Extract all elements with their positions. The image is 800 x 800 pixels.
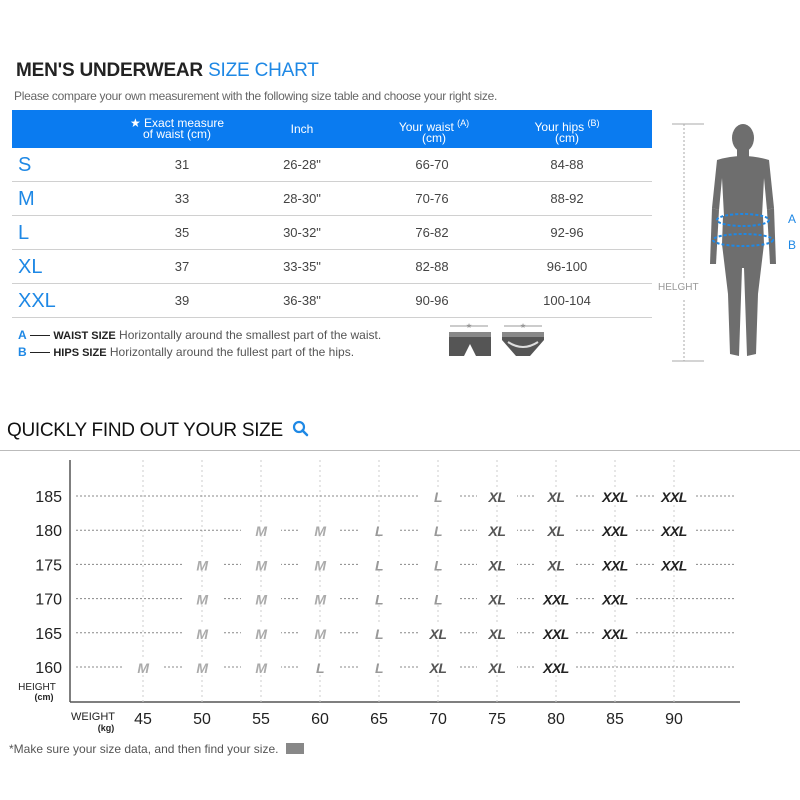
size-chart-title <box>16 60 319 82</box>
size-cell-xl: XL <box>547 557 565 574</box>
header-your-hips-unit: (cm) <box>555 131 579 145</box>
size-cell-xxl: XXL <box>661 489 687 505</box>
size-cell-xxl: XXL <box>602 557 628 574</box>
size-label: S <box>18 154 32 176</box>
human-silhouette-icon <box>670 118 800 368</box>
size-row <box>12 148 652 182</box>
size-cell-l: L <box>374 557 384 574</box>
legend-b-line <box>30 352 50 353</box>
size-label: XXL <box>18 290 56 312</box>
size-cell-xl: XL <box>547 489 565 505</box>
size-cell-xxl: XXL <box>661 557 687 574</box>
size-cell-m: M <box>314 523 326 540</box>
size-cell-xl: XL <box>547 523 565 540</box>
title-black: MEN'S UNDERWEAR <box>16 60 203 81</box>
x-tick-label: 50 <box>193 711 211 728</box>
y-axis-unit: (cm) <box>34 692 54 702</box>
size-label: L <box>18 222 30 244</box>
y-tick-label: 185 <box>35 489 62 506</box>
size-label: M <box>18 188 35 210</box>
search-icon[interactable] <box>292 420 310 438</box>
size-cell-xxl: XXL <box>602 625 628 642</box>
y-tick-label: 160 <box>35 660 62 677</box>
x-tick-label: 90 <box>665 711 683 728</box>
size-cell-l: L <box>315 660 325 676</box>
size-cell-your-waist: 76-82 <box>415 225 449 240</box>
x-tick-label: 60 <box>311 711 329 728</box>
size-label: XL <box>18 256 43 278</box>
size-cell-waist: 35 <box>174 225 190 240</box>
header-waist <box>112 118 242 140</box>
legend-a-text: Horizontally around the smallest part of the waist. <box>119 328 382 342</box>
size-cell-your-hips: 96-100 <box>546 259 588 274</box>
legend-waist <box>18 328 381 342</box>
x-tick-label: 55 <box>252 711 270 728</box>
size-cell-xl: XL <box>488 557 506 574</box>
x-axis-title: WEIGHT <box>71 711 115 723</box>
header-your-waist-label: Your waist <box>398 120 454 134</box>
x-axis-unit: (kg) <box>97 723 115 733</box>
x-tick-label: 45 <box>134 711 152 728</box>
header-your-hips-label: Your hips <box>534 120 585 134</box>
size-cell-m: M <box>196 557 208 574</box>
size-cell-m: M <box>255 523 267 540</box>
size-cell-l: L <box>433 557 443 574</box>
legend-a-letter: A <box>18 328 27 342</box>
header-inch: Inch <box>290 122 314 136</box>
x-tick-label: 75 <box>488 711 506 728</box>
size-cell-xxl: XXL <box>602 591 628 608</box>
figure-label-a: A <box>788 212 797 226</box>
title-blue: SIZE CHART <box>208 60 319 81</box>
size-cell-your-waist: 82-88 <box>415 259 449 274</box>
size-finder-grid <box>0 452 800 742</box>
size-cell-xl: XL <box>488 660 506 676</box>
size-cell-xl: XL <box>429 660 447 676</box>
figure-label-b: B <box>788 238 797 252</box>
legend-b-text: Horizontally around the fullest part of the hips. <box>109 345 355 359</box>
svg-text:★: ★ <box>465 323 473 330</box>
size-cell-xxl: XXL <box>543 591 569 608</box>
figure-height-label: HELGHT <box>658 282 699 293</box>
header-your-waist <box>374 118 494 144</box>
size-cell-your-waist: 66-70 <box>415 157 449 172</box>
size-row <box>12 182 652 216</box>
size-cell-inch: 36-38" <box>283 293 321 308</box>
size-cell-l: L <box>433 489 443 505</box>
size-cell-l: L <box>433 591 443 608</box>
size-cell-xl: XL <box>488 591 506 608</box>
size-cell-m: M <box>314 591 326 608</box>
size-table-body <box>12 148 652 318</box>
boxer-brief-icon <box>449 322 491 356</box>
legend-b-label: HIPS SIZE <box>53 347 107 359</box>
size-cell-waist: 37 <box>174 259 190 274</box>
size-cell-m: M <box>196 660 208 676</box>
size-cell-inch: 33-35" <box>283 259 321 274</box>
size-chart-subtitle: Please compare your own measurement with the following size table and choose your right size. <box>14 89 498 103</box>
size-cell-xxl: XXL <box>602 523 628 540</box>
size-cell-your-hips: 100-104 <box>543 293 591 308</box>
legend-hips <box>18 345 354 359</box>
section-divider <box>0 450 800 451</box>
size-cell-inch: 28-30" <box>283 191 321 206</box>
header-waist-line1: ★ Exact measure <box>129 116 225 130</box>
header-your-hips <box>512 118 622 144</box>
size-cell-m: M <box>255 557 267 574</box>
size-cell-xxl: XXL <box>602 489 628 505</box>
y-tick-label: 180 <box>35 523 62 541</box>
size-cell-m: M <box>314 625 326 642</box>
size-cell-l: L <box>374 523 384 540</box>
size-cell-l: L <box>374 625 384 642</box>
size-cell-m: M <box>255 660 267 676</box>
size-cell-xl: XL <box>488 523 506 540</box>
size-cell-waist: 33 <box>174 191 190 206</box>
brief-icon <box>502 322 544 356</box>
size-cell-inch: 30-32" <box>283 225 321 240</box>
size-cell-inch: 26-28" <box>283 157 321 172</box>
y-tick-label: 170 <box>35 591 62 609</box>
y-tick-label: 175 <box>35 557 62 575</box>
x-tick-label: 80 <box>547 711 565 728</box>
body-measurement-figure <box>658 118 800 368</box>
underwear-icons <box>446 320 556 362</box>
size-cell-waist: 39 <box>174 293 190 308</box>
size-cell-l: L <box>433 523 443 540</box>
size-table <box>12 110 652 318</box>
legend-b-letter: B <box>18 345 27 359</box>
header-your-hips-tag: (B) <box>587 118 600 128</box>
size-cell-m: M <box>255 591 267 608</box>
size-cell-l: L <box>374 660 384 676</box>
size-row <box>12 216 652 250</box>
svg-text:★: ★ <box>519 323 527 330</box>
size-cell-your-hips: 84-88 <box>550 157 584 172</box>
y-tick-label: 165 <box>35 625 62 643</box>
finder-title <box>7 420 310 442</box>
size-cell-m: M <box>196 591 208 608</box>
y-axis-title: HEIGHT <box>18 682 56 693</box>
size-cell-xl: XL <box>488 489 506 505</box>
x-tick-label: 70 <box>429 711 447 728</box>
size-cell-waist: 31 <box>174 157 190 172</box>
finder-footnote <box>9 742 304 756</box>
size-cell-xxl: XXL <box>661 523 687 540</box>
size-cell-xl: XL <box>488 625 506 642</box>
size-cell-your-waist: 90-96 <box>415 293 449 308</box>
legend-a-label: WAIST SIZE <box>53 330 116 342</box>
size-cell-your-hips: 88-92 <box>550 191 584 206</box>
size-table-header <box>12 110 652 148</box>
header-waist-line2: of waist (cm) <box>142 127 211 141</box>
header-your-waist-tag: (A) <box>457 118 470 128</box>
footnote-text: *Make sure your size data, and then find your size. <box>9 742 279 756</box>
size-cell-l: L <box>374 591 384 608</box>
x-tick-label: 85 <box>606 711 624 728</box>
size-cell-xxl: XXL <box>543 625 569 642</box>
header-your-waist-unit: (cm) <box>422 131 446 145</box>
size-cell-xxl: XXL <box>543 660 569 676</box>
size-cell-m: M <box>196 625 208 642</box>
finder-title-text: QUICKLY FIND OUT YOUR SIZE <box>7 420 283 441</box>
legend-a-line <box>30 335 50 336</box>
size-cell-xl: XL <box>429 625 447 642</box>
size-cell-m: M <box>137 660 149 676</box>
size-cell-m: M <box>255 625 267 642</box>
x-tick-label: 65 <box>370 711 388 728</box>
ruler-icon <box>286 743 304 754</box>
size-row <box>12 250 652 284</box>
size-cell-m: M <box>314 557 326 574</box>
size-cell-your-waist: 70-76 <box>415 191 449 206</box>
size-cell-your-hips: 92-96 <box>550 225 584 240</box>
size-row <box>12 284 652 318</box>
